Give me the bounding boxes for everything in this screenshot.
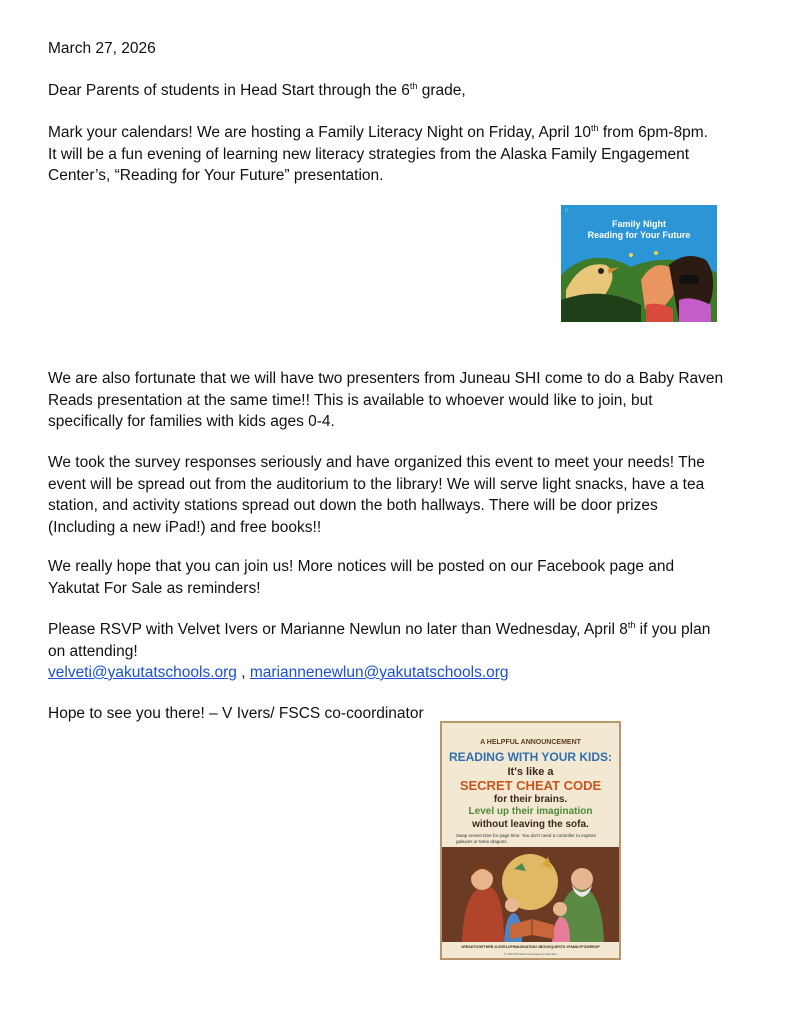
poster-hashtags: #READTOGETHER #LEVELUPIMAGINATION #BOOKQUESTS #FAMILYPOWERUP xyxy=(461,945,600,949)
poster-line5: without leaving the sofa. xyxy=(472,819,589,830)
poster-kicker: A HELPFUL ANNOUNCEMENT xyxy=(480,739,581,746)
email-link-velvet[interactable]: velveti@yakutatschools.org xyxy=(48,664,237,681)
poster-line2: SECRET CHEAT CODE xyxy=(459,778,602,793)
announcement-text: Mark your calendars! We are hosting a Family Literacy Night on Friday, April 10 xyxy=(48,124,592,141)
greeting-superscript: th xyxy=(409,80,418,91)
closing-signature: Hope to see you there! – V Ivers/ FSCS co-coordinator xyxy=(48,705,424,722)
announcement-superscript: th xyxy=(591,122,599,133)
paragraph-notices: We really hope that you can join us! More notices will be posted on our Facebook page and Yakutat For Sale as reminders! xyxy=(48,558,675,597)
greeting xyxy=(48,80,728,102)
rsvp-end: if you plan on attending! xyxy=(48,621,711,660)
rsvp-superscript: th xyxy=(627,619,636,630)
poster-line1: It's like a xyxy=(507,766,554,778)
poster-headline: READING WITH YOUR KIDS: xyxy=(448,750,613,764)
email-link-marianne[interactable]: mariannenewlun@yakutatschools.org xyxy=(249,664,509,681)
rsvp-line xyxy=(48,619,728,662)
rsvp-text: Please RSVP with Velvet Ivers or Marianne Newlun no later than Wednesday, April 8 xyxy=(48,621,628,638)
paragraph-announcement xyxy=(48,122,728,187)
poster-family-illustration xyxy=(442,847,619,942)
email-separator: , xyxy=(236,664,250,681)
poster-footer: © 2024 Printable Powerups for Families xyxy=(504,952,557,956)
family-night-title-line1: Family Night xyxy=(611,219,666,229)
paragraph-rsvp xyxy=(48,619,728,684)
announcement-line xyxy=(48,122,728,144)
reading-poster xyxy=(440,721,621,960)
poster-line4: Level up their imagination xyxy=(468,806,593,817)
letter-date: March 27, 2026 xyxy=(48,40,156,57)
family-night-title-line2: Reading for Your Future xyxy=(587,230,691,240)
paragraph-baby-raven: We are also fortunate that we will have two presenters from Juneau SHI come to do a Baby Raven Reads presentation at the same time!! This is available to whoever would like to join, but specifically for families with kids ages 0-4. xyxy=(48,370,724,430)
paragraph-event-details: We took the survey responses seriously and have organized this event to meet your needs! The event will be spread out from the auditorium to the library! We will serve light snacks, have a tea station, and activity stations spread out down the both hallways. There will be door prizes (Including a new iPad!) and free books!! xyxy=(48,454,705,536)
family-night-image xyxy=(561,205,717,322)
rsvp-emails xyxy=(48,662,728,684)
family-night-illustration xyxy=(561,205,717,322)
poster-tip: Swap screen time for page time. You don't need a controller to explore galaxies or tame dragons. xyxy=(456,833,596,844)
greeting-end: grade, xyxy=(417,82,466,99)
announcement-description: It will be a fun evening of learning new literacy strategies from the Alaska Family Engagement Center’s, “Reading for Your Future” presentation. xyxy=(48,145,689,184)
greeting-text: Dear Parents of students in Head Start through the 6 xyxy=(48,82,410,99)
announcement-time: from 6pm-8pm. xyxy=(598,124,708,141)
afec-logo-icon: ◯ xyxy=(565,208,569,212)
poster-line3: for their brains. xyxy=(493,794,568,805)
